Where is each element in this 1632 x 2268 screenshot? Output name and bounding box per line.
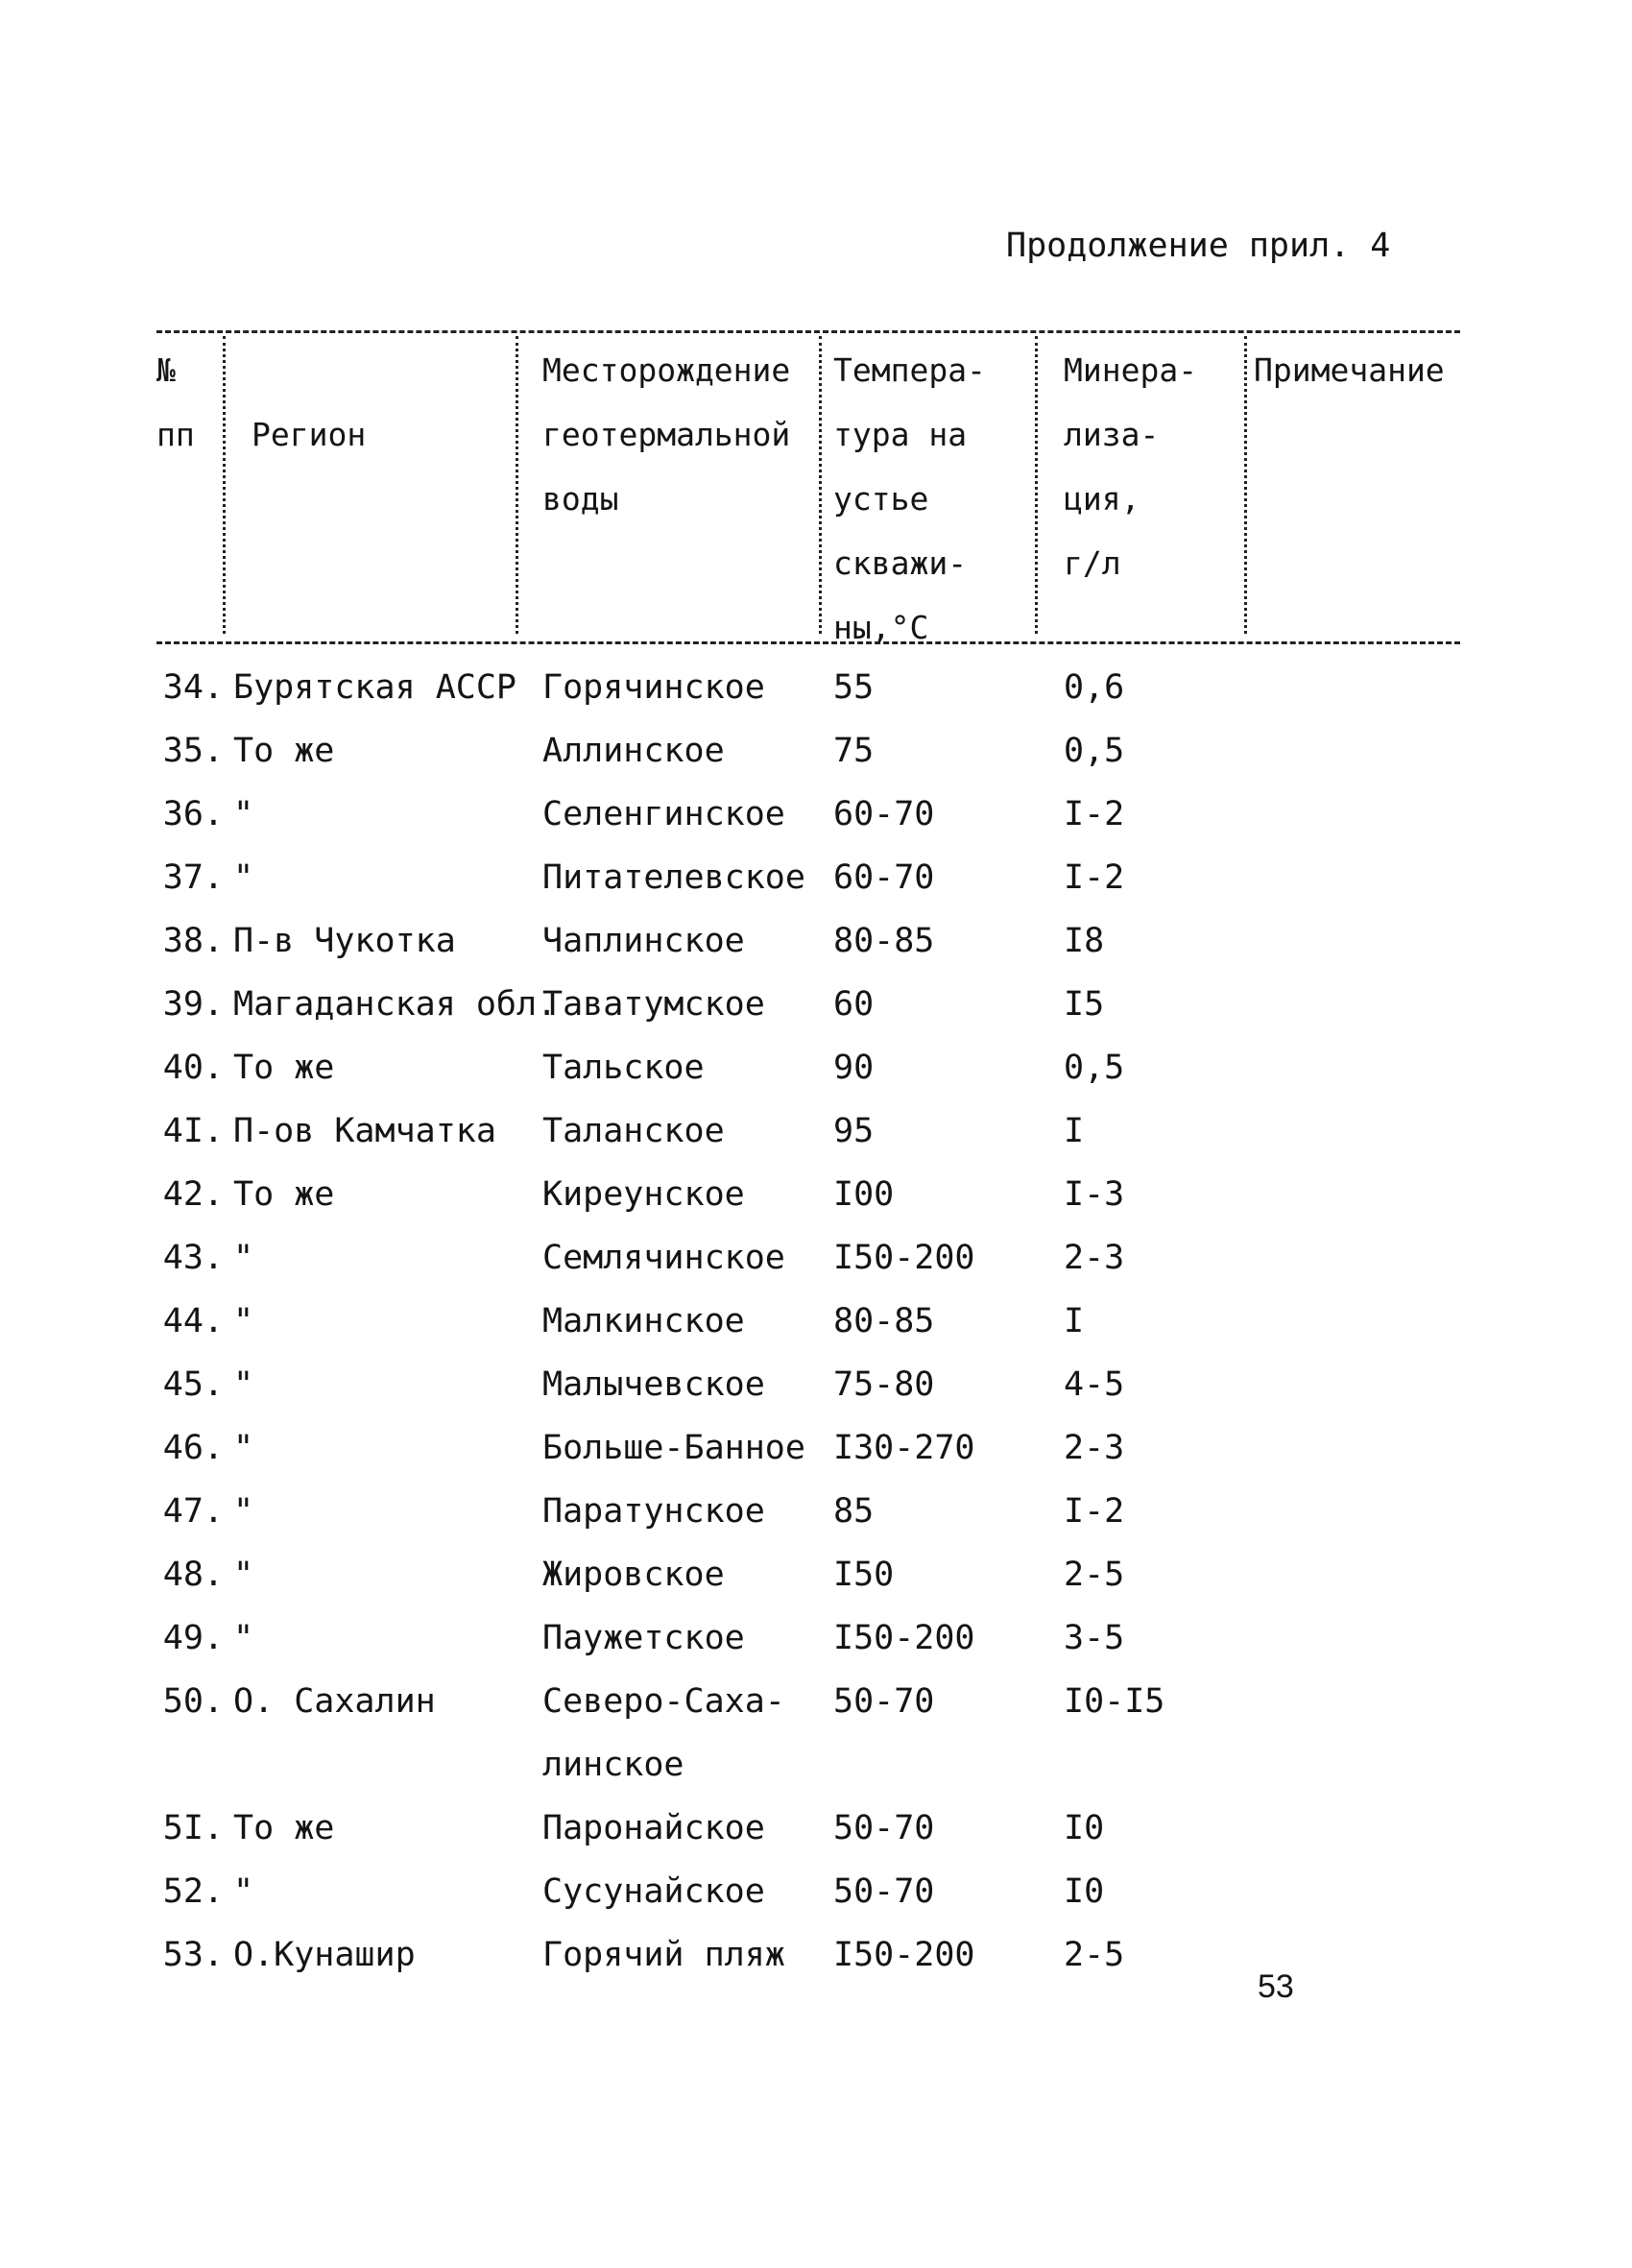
temperature-cell: 85: [833, 1492, 875, 1531]
deposit-cell: Северо-Саха- линское: [542, 1682, 785, 1784]
mineralization-cell: I8: [1064, 922, 1105, 960]
row-number: 36.: [162, 795, 224, 833]
region-cell: Магаданская обл.: [233, 985, 558, 1024]
table-row: [0, 909, 1632, 973]
table-row: [0, 1163, 1632, 1226]
table-row: [0, 1670, 1632, 1797]
mineralization-cell: I0-I5: [1064, 1682, 1165, 1721]
row-number: 39.: [162, 985, 224, 1024]
temperature-cell: 55: [833, 668, 875, 707]
region-cell: О.Кунашир: [233, 1936, 416, 1974]
table-row: [0, 1099, 1632, 1163]
region-cell: П-ов Камчатка: [233, 1112, 496, 1150]
mineralization-cell: 0,5: [1064, 732, 1125, 770]
deposit-cell: Селенгинское: [542, 795, 785, 833]
row-number: 42.: [162, 1175, 224, 1214]
region-cell: То же: [233, 1049, 335, 1087]
region-cell: То же: [233, 732, 335, 770]
deposit-cell: Горячий пляж: [542, 1936, 785, 1974]
deposit-cell: Паратунское: [542, 1492, 765, 1531]
page-number: 53: [1258, 1968, 1294, 2005]
temperature-cell: 95: [833, 1112, 875, 1150]
temperature-cell: 50-70: [833, 1682, 935, 1721]
table-row: [0, 1036, 1632, 1099]
row-number: 49.: [162, 1619, 224, 1657]
region-cell: ": [233, 858, 254, 897]
region-cell: П-в Чукотка: [233, 922, 456, 960]
mineralization-cell: 4-5: [1064, 1365, 1125, 1404]
mineralization-cell: I-2: [1064, 1492, 1125, 1531]
row-number: 5I.: [162, 1809, 224, 1847]
table-row: [0, 1416, 1632, 1480]
temperature-cell: I50-200: [833, 1619, 975, 1657]
header-temperature: Темпера- тура на устье скважи- ны,°С: [833, 351, 986, 646]
deposit-cell: Горячинское: [542, 668, 765, 707]
temperature-cell: I30-270: [833, 1429, 975, 1467]
temperature-cell: 60: [833, 985, 875, 1024]
deposit-cell: Сусунайское: [542, 1872, 765, 1911]
table-top-rule: [156, 330, 1460, 333]
deposit-cell: Жировское: [542, 1556, 725, 1594]
table-row: [0, 1226, 1632, 1290]
mineralization-cell: 0,5: [1064, 1049, 1125, 1087]
column-separator: [223, 336, 226, 634]
temperature-cell: I50-200: [833, 1239, 975, 1277]
mineralization-cell: I5: [1064, 985, 1105, 1024]
mineralization-cell: I: [1064, 1302, 1085, 1340]
column-separator: [1035, 336, 1038, 634]
mineralization-cell: 3-5: [1064, 1619, 1125, 1657]
table-row: [0, 1353, 1632, 1416]
row-number: 4I.: [162, 1112, 224, 1150]
temperature-cell: 60-70: [833, 795, 935, 833]
table-row: [0, 973, 1632, 1036]
temperature-cell: I00: [833, 1175, 895, 1214]
region-cell: ": [233, 795, 254, 833]
deposit-cell: Чаплинское: [542, 922, 745, 960]
region-cell: О. Сахалин: [233, 1682, 436, 1721]
table-row: [0, 846, 1632, 909]
table-row: [0, 656, 1632, 719]
deposit-cell: Тальское: [542, 1049, 705, 1087]
table-row: [0, 1606, 1632, 1670]
deposit-cell: Таланское: [542, 1112, 725, 1150]
region-cell: То же: [233, 1809, 335, 1847]
table-row: [0, 1290, 1632, 1353]
mineralization-cell: 2-5: [1064, 1936, 1125, 1974]
temperature-cell: 90: [833, 1049, 875, 1087]
row-number: 40.: [162, 1049, 224, 1087]
mineralization-cell: I-2: [1064, 795, 1125, 833]
table-row: [0, 1480, 1632, 1543]
region-cell: ": [233, 1872, 254, 1911]
row-number: 43.: [162, 1239, 224, 1277]
mineralization-cell: I0: [1064, 1809, 1105, 1847]
row-number: 35.: [162, 732, 224, 770]
header-note: Примечание: [1254, 351, 1445, 389]
row-number: 44.: [162, 1302, 224, 1340]
region-cell: ": [233, 1492, 254, 1531]
temperature-cell: 75-80: [833, 1365, 935, 1404]
header-mineralization: Минера- лиза- ция, г/л: [1064, 351, 1198, 582]
mineralization-cell: 0,6: [1064, 668, 1125, 707]
deposit-cell: Малычевское: [542, 1365, 765, 1404]
table-row: [0, 1860, 1632, 1923]
deposit-cell: Малкинское: [542, 1302, 745, 1340]
row-number: 46.: [162, 1429, 224, 1467]
deposit-cell: Семлячинское: [542, 1239, 785, 1277]
temperature-cell: 60-70: [833, 858, 935, 897]
deposit-cell: Аллинское: [542, 732, 725, 770]
table-row: [0, 1543, 1632, 1606]
mineralization-cell: 2-3: [1064, 1239, 1125, 1277]
table-header-rule: [156, 641, 1460, 644]
deposit-cell: Питателевское: [542, 858, 805, 897]
table-row: [0, 1923, 1632, 1987]
region-cell: ": [233, 1619, 254, 1657]
mineralization-cell: I-2: [1064, 858, 1125, 897]
header-deposit: Месторождение геотермальной воды: [542, 351, 791, 518]
mineralization-cell: 2-3: [1064, 1429, 1125, 1467]
continuation-label: Продолжение прил. 4: [1006, 227, 1391, 265]
row-number: 53.: [162, 1936, 224, 1974]
region-cell: ": [233, 1429, 254, 1467]
row-number: 34.: [162, 668, 224, 707]
table-row: [0, 783, 1632, 846]
column-separator: [1244, 336, 1247, 634]
temperature-cell: I50-200: [833, 1936, 975, 1974]
temperature-cell: 80-85: [833, 922, 935, 960]
region-cell: Бурятская АССР: [233, 668, 517, 707]
mineralization-cell: I-3: [1064, 1175, 1125, 1214]
temperature-cell: 75: [833, 732, 875, 770]
row-number: 38.: [162, 922, 224, 960]
region-cell: То же: [233, 1175, 335, 1214]
row-number: 52.: [162, 1872, 224, 1911]
deposit-cell: Больше-Банное: [542, 1429, 805, 1467]
row-number: 47.: [162, 1492, 224, 1531]
row-number: 48.: [162, 1556, 224, 1594]
region-cell: ": [233, 1302, 254, 1340]
row-number: 37.: [162, 858, 224, 897]
region-cell: ": [233, 1365, 254, 1404]
deposit-cell: Паужетское: [542, 1619, 745, 1657]
column-separator: [819, 336, 822, 634]
temperature-cell: 50-70: [833, 1809, 935, 1847]
row-number: 50.: [162, 1682, 224, 1721]
header-num: № пп: [156, 351, 195, 453]
temperature-cell: I50: [833, 1556, 895, 1594]
deposit-cell: Киреунское: [542, 1175, 745, 1214]
region-cell: ": [233, 1239, 254, 1277]
deposit-cell: Таватумское: [542, 985, 765, 1024]
table-row: [0, 1797, 1632, 1860]
column-separator: [516, 336, 518, 634]
region-cell: ": [233, 1556, 254, 1594]
table-row: [0, 719, 1632, 783]
header-region: Регион: [252, 416, 367, 453]
mineralization-cell: I: [1064, 1112, 1085, 1150]
deposit-cell: Паронайское: [542, 1809, 765, 1847]
temperature-cell: 50-70: [833, 1872, 935, 1911]
mineralization-cell: 2-5: [1064, 1556, 1125, 1594]
mineralization-cell: I0: [1064, 1872, 1105, 1911]
row-number: 45.: [162, 1365, 224, 1404]
temperature-cell: 80-85: [833, 1302, 935, 1340]
